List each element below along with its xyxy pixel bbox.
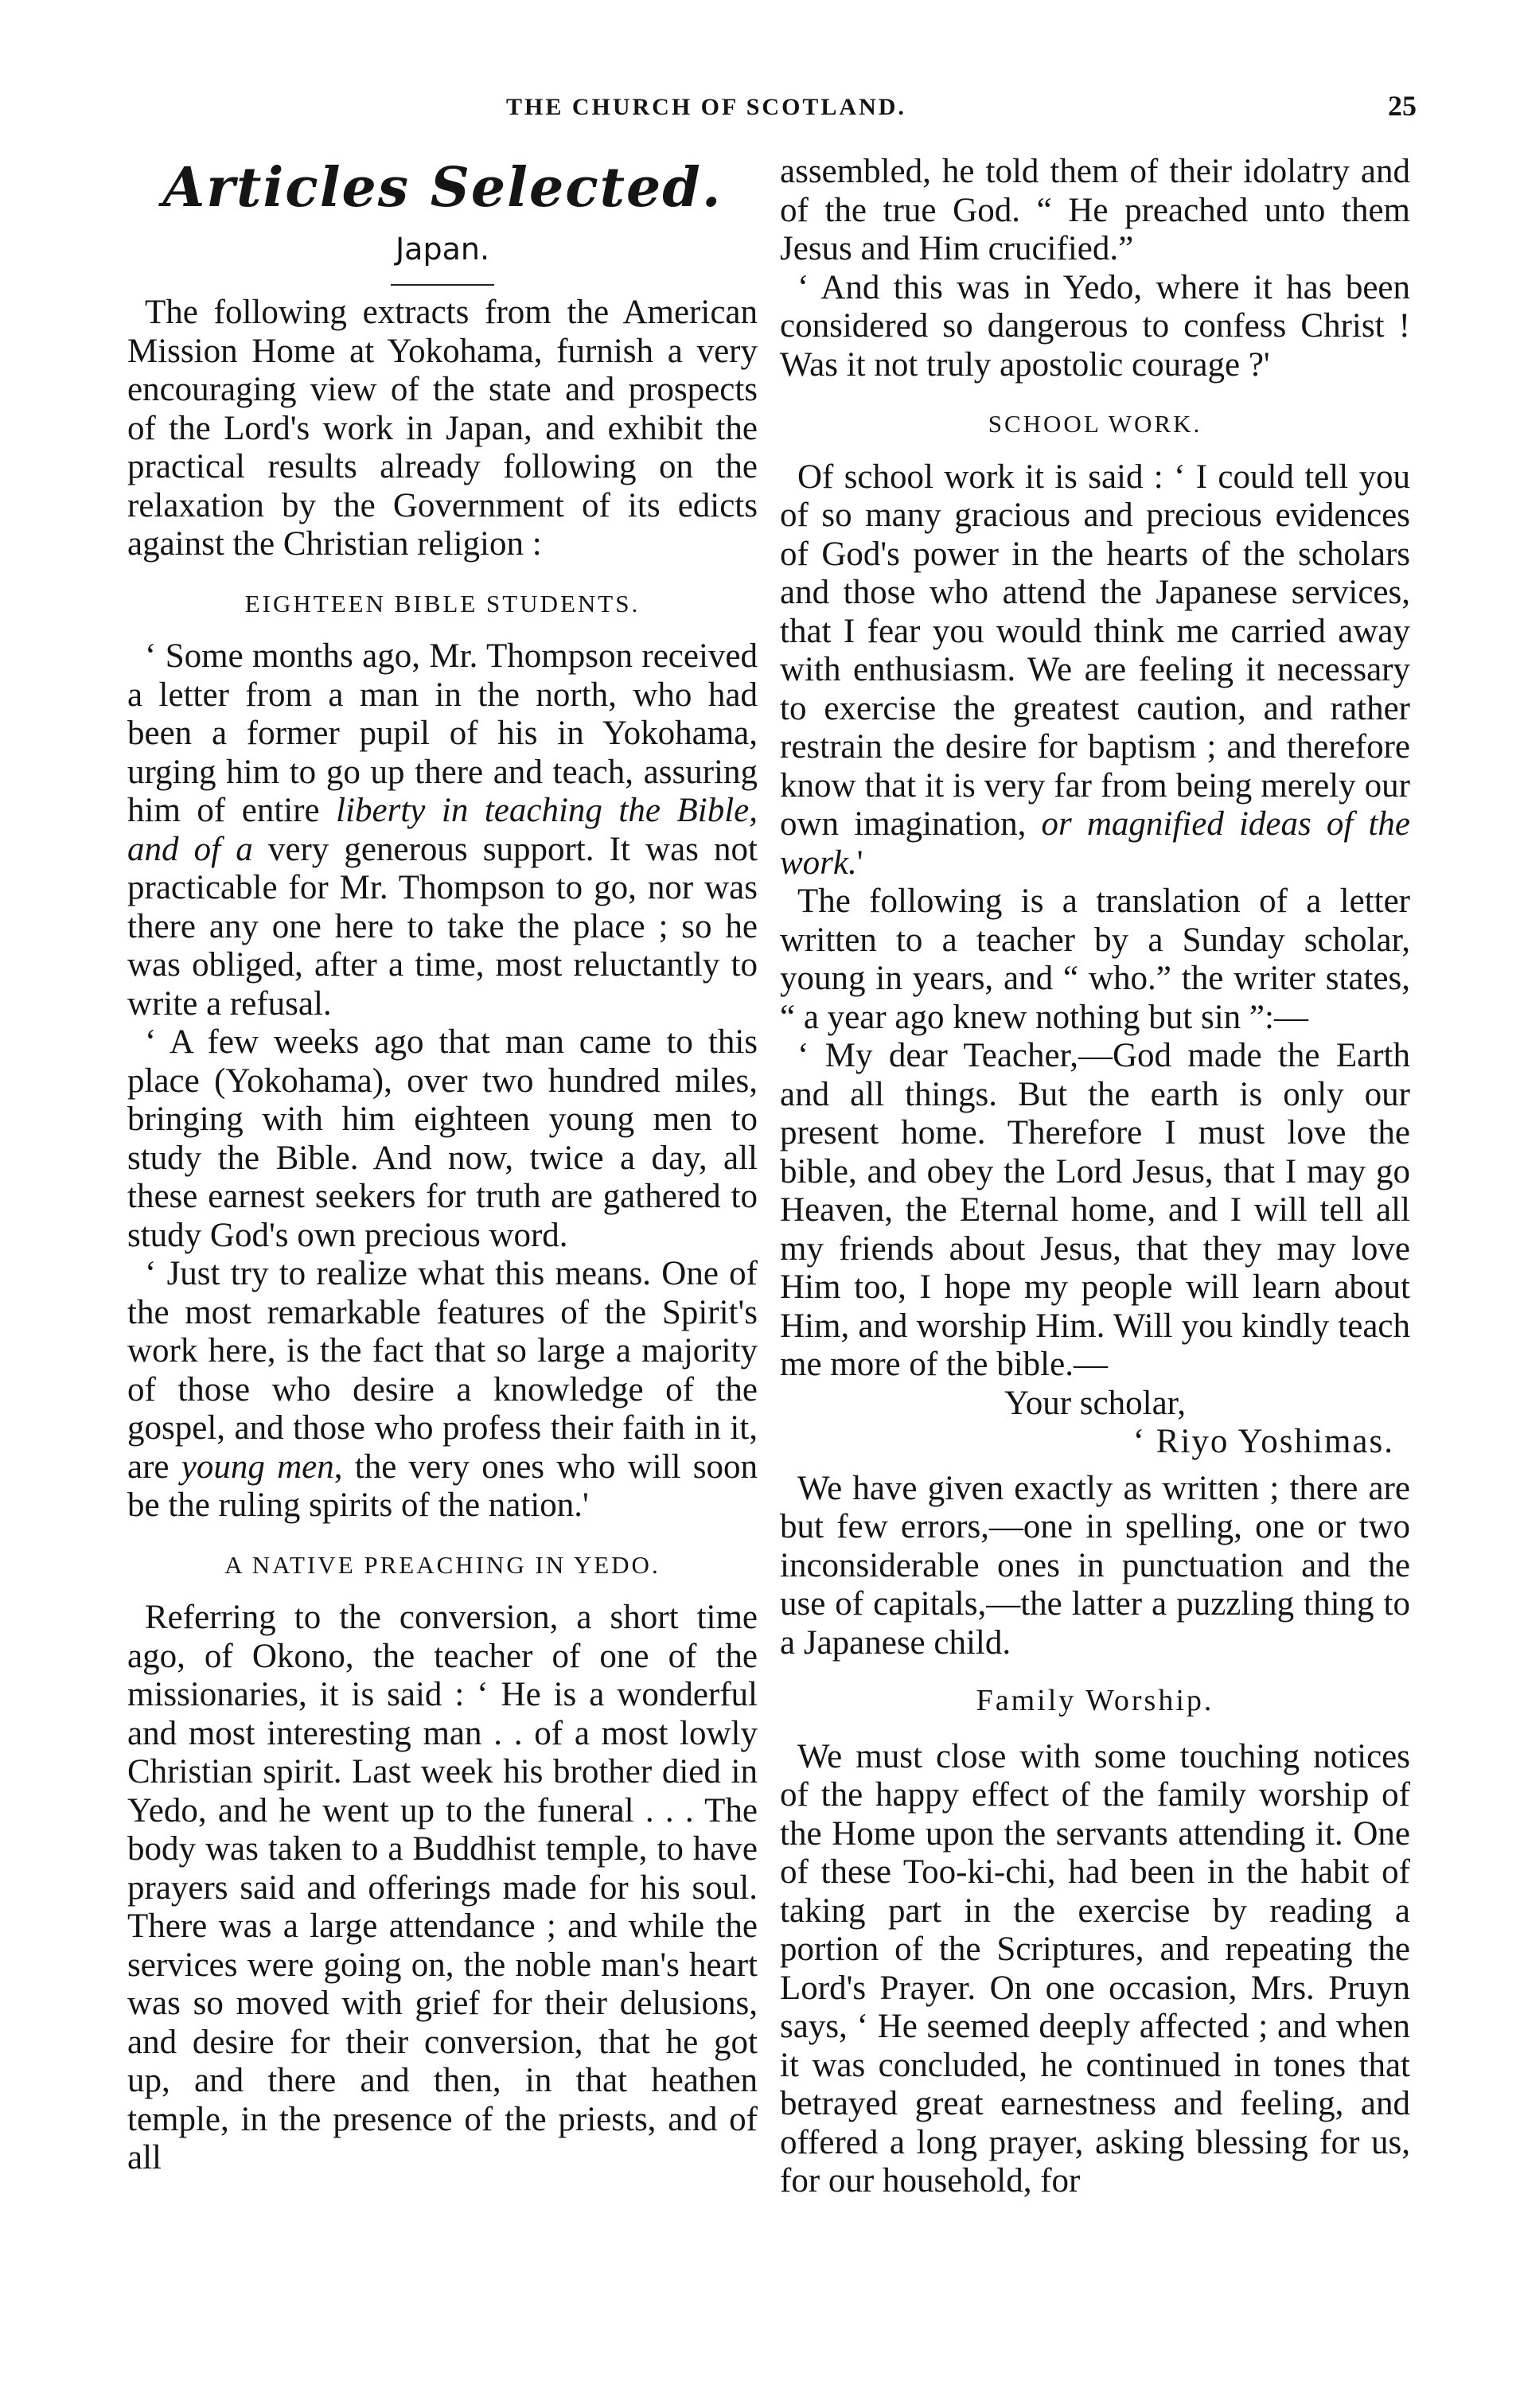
paragraph-family-worship: We must close with some touching notices of the happy effect of the family worship of the Home upon the servants attending it. One of these Too-ki-chi, had been in the habit of taking part in the exercise by reading a portion of the Scriptures, and repeating the Lord's Prayer. On one occasion, Mrs. Pruyn says, ‘ He seemed deeply affected ; and when it was concluded, he continued in tones that betrayed great earnestness and feeling, and offered a long prayer, asking blessing for us, for our household, for bbox=[780, 1737, 1410, 2200]
paragraph-school-work bbox=[780, 458, 1410, 883]
paragraph-bible-students-3 bbox=[127, 1255, 758, 1525]
letter-signature: ‘ Riyo Yoshimas. bbox=[1132, 1423, 1394, 1460]
intro-paragraph: The following extracts from the American Mission Home at Yokohama, furnish a very encouraging view of the state and prospects of the Lord's work in Japan, and exhibit the practical results already following on the relaxation by the Government of its edicts against the Christian religion : bbox=[127, 294, 758, 563]
paragraph-text: very generous support. It was not practicable for Mr. Thompson to go, nor was there any one here to take the place ; so he was obliged, after a time, most reluctantly to write a refusal. bbox=[127, 830, 758, 1023]
paragraph-text: , the very ones who will soon be the ruling spirits of the nation.' bbox=[127, 1448, 758, 1524]
letter-closing: Your scholar, bbox=[1004, 1384, 1187, 1422]
italic-text: young men bbox=[181, 1448, 334, 1486]
paragraph-text: ‘ Some months ago, Mr. Thompson received a letter from a man in the north, who had been a former pupil of his in Yokohama, urging him to go up there and teach, assuring him of entire bbox=[127, 637, 758, 829]
paragraph-errors-note: We have given exactly as written ; there are but few errors,—one in spelling, one or two inconsiderable ones in punctuation and the use of capitals,—the latter a puzzling thing to a Japanese child. bbox=[780, 1469, 1410, 1662]
paragraph-letter: ‘ My dear Teacher,—God made the Earth and all things. But the earth is only our present home. Therefore I must love the bible, and obey the Lord Jesus, that I may go Heaven, the Eternal home, and I will tell all my friends about Jesus, that they may love Him too, I hope my people will learn about Him, and worship Him. Will you kindly teach me more of the bible.— bbox=[780, 1037, 1410, 1383]
page-number: 25 bbox=[1388, 90, 1417, 122]
paragraph-text: Of school work it is said : ‘ I could tell you of so many gracious and precious evidences of God's power in the hearts of the scholars and those who attend the Japanese services, that I fear you would think me carried away with enthusiasm. We are feeling it necessary to exercise the greatest caution, and rather restrain the desire for baptism ; and therefore know that it is very far from being merely our own imagination, bbox=[780, 458, 1410, 843]
running-header: THE CHURCH OF SCOTLAND. bbox=[506, 94, 906, 120]
article-subhead: Japan. bbox=[395, 231, 490, 267]
section-title: Articles Selected. bbox=[162, 156, 723, 220]
title-rule bbox=[391, 284, 494, 286]
right-column bbox=[780, 153, 1410, 2201]
italic-text: liberty in teaching the Bible, and of a bbox=[127, 792, 758, 868]
italic-text: or magnified ideas of the work. bbox=[780, 805, 1410, 882]
heading-family-worship: Family Worship. bbox=[976, 1684, 1214, 1717]
paragraph-yedo: ‘ And this was in Yedo, where it has been considered so dangerous to confess Christ ! Was it not truly apostolic courage ?' bbox=[780, 268, 1410, 384]
paragraph-bible-students-1 bbox=[127, 637, 758, 1023]
left-column bbox=[127, 153, 758, 2178]
paragraph-continued: assembled, he told them of their idolatry and of the true God. “ He preached unto them Jesus and Him crucified.” bbox=[780, 153, 1410, 267]
paragraph-translation-intro: The following is a translation of a letter written to a teacher by a Sunday scholar, young in years, and “ who.” the writer states, “ a year ago knew nothing but sin ”:— bbox=[780, 883, 1410, 1036]
paragraph-native-preaching: Referring to the conversion, a short time ago, of Okono, the teacher of one of the missionaries, it is said : ‘ He is a wonderful and most interesting man . . of a most lowly Christian spirit. Last week his brother died in Yedo, and he went up to the funeral . . . The body was taken to a Buddhist temple, to have prayers said and offerings made for his soul. There was a large attendance ; and while the services were going on, the noble man's heart was so moved with grief for their delusions, and desire for their conversion, that he got up, and there and then, in that heathen temple, in the presence of the priests, and of all bbox=[127, 1599, 758, 2176]
heading-school-work: SCHOOL WORK. bbox=[988, 410, 1202, 438]
heading-native-preaching: A NATIVE PREACHING IN YEDO. bbox=[224, 1550, 661, 1579]
paragraph-text: ‘ Just try to realize what this means. One of the most remarkable features of the Spirit's work here, is the fact that so large a majority of those who desire a knowledge of the gospel, and those who profess their faith in it, are bbox=[127, 1255, 758, 1486]
paragraph-bible-students-2: ‘ A few weeks ago that man came to this place (Yokohama), over two hundred miles, bringing with him eighteen young men to study the Bible. And now, twice a day, all these earnest seekers for truth are gathered to study God's own precious word. bbox=[127, 1023, 758, 1254]
paragraph-text: ' bbox=[856, 844, 863, 882]
heading-bible-students: EIGHTEEN BIBLE STUDENTS. bbox=[244, 589, 641, 618]
